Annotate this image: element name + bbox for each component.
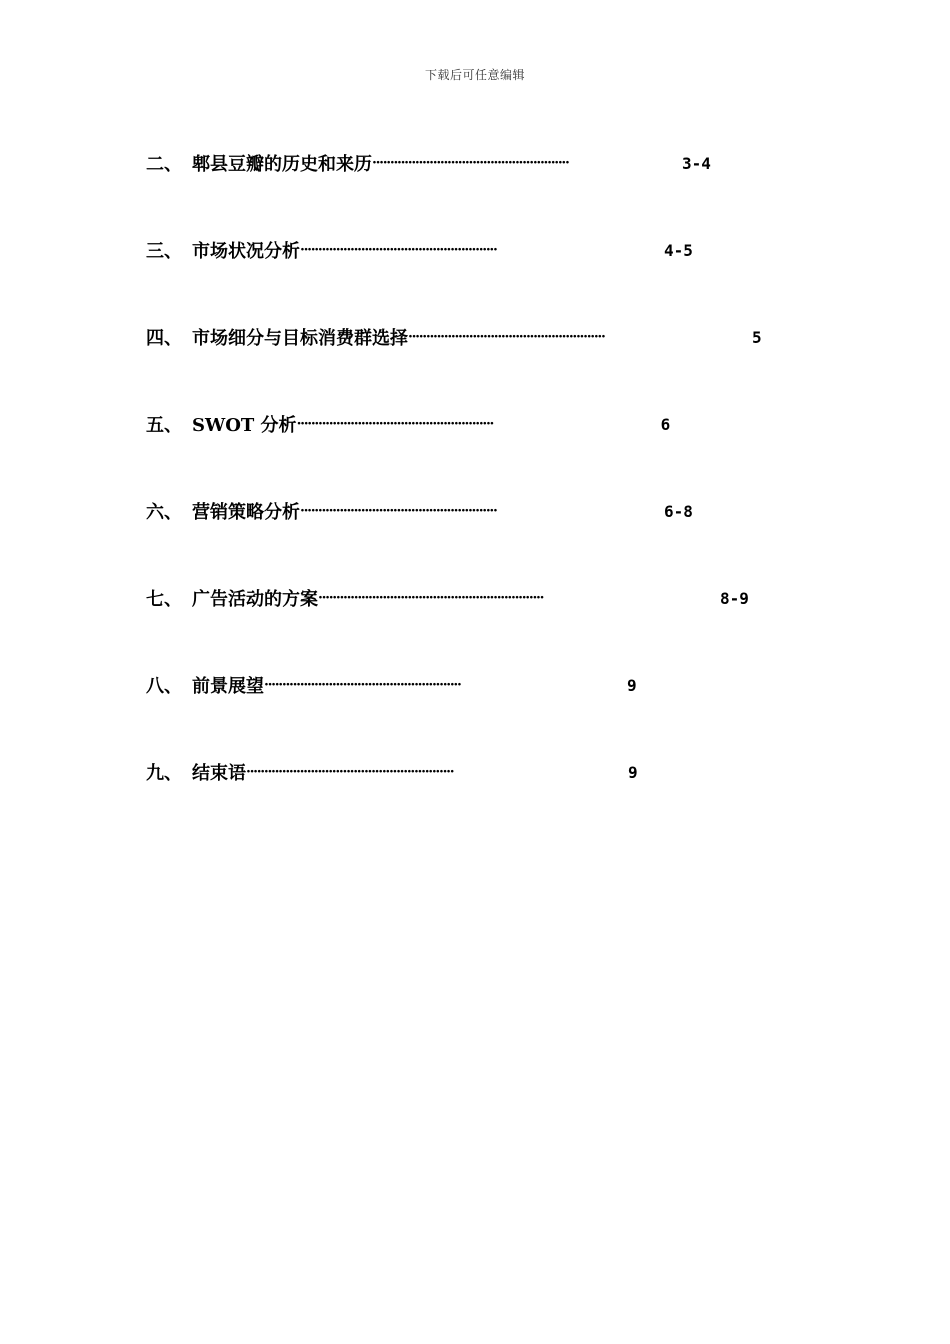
toc-entry[interactable] (146, 237, 693, 263)
toc-title: 郫县豆瓣的历史和来历 (192, 154, 372, 175)
toc-number: 七、 (146, 589, 182, 610)
toc-leader-dots: ·························································· (246, 764, 454, 780)
toc-page-number: 6-8 (664, 501, 693, 521)
toc-page-number: 4-5 (664, 240, 693, 260)
toc-leader-dots: ······················································· (296, 416, 494, 432)
toc-entry[interactable] (146, 324, 762, 350)
toc-title: SWOT 分析 (192, 415, 297, 436)
toc-page-number: 8-9 (720, 588, 749, 608)
toc-page-number: 5 (752, 327, 762, 347)
toc-number: 五、 (146, 415, 182, 436)
toc-page-number: 9 (627, 675, 637, 695)
toc-page-number: 9 (628, 762, 638, 782)
toc-entry[interactable] (146, 759, 638, 785)
toc-leader-dots: ······················································· (408, 329, 605, 345)
toc-entry[interactable] (146, 498, 693, 524)
toc-title: 市场状况分析 (192, 241, 300, 262)
toc-number: 二、 (146, 154, 182, 175)
toc-title: 结束语 (192, 763, 246, 784)
toc-leader-dots: ······················································· (372, 155, 569, 171)
toc-entry[interactable] (146, 585, 749, 611)
page-header: 下载后可任意编辑 (424, 68, 525, 82)
toc-leader-dots: ······················································· (264, 677, 461, 693)
toc-title: 广告活动的方案 (192, 589, 318, 610)
toc-title: 前景展望 (192, 676, 264, 697)
toc-page-number: 6 (660, 414, 671, 434)
toc-number: 三、 (146, 241, 182, 262)
toc-entry[interactable] (146, 150, 711, 176)
toc-number: 六、 (146, 502, 182, 523)
toc-leader-dots: ······················································· (300, 503, 497, 519)
toc-leader-dots: ······················································· (300, 242, 497, 258)
toc-entry[interactable] (146, 411, 670, 437)
toc-page-number: 3-4 (682, 153, 711, 173)
toc-number: 八、 (146, 676, 182, 697)
toc-leader-dots: ······························································· (318, 590, 544, 606)
toc-title: 营销策略分析 (192, 502, 300, 523)
toc-number: 四、 (146, 328, 182, 349)
toc-entry[interactable] (146, 672, 637, 698)
toc-number: 九、 (146, 763, 182, 784)
toc-title: 市场细分与目标消费群选择 (192, 328, 408, 349)
